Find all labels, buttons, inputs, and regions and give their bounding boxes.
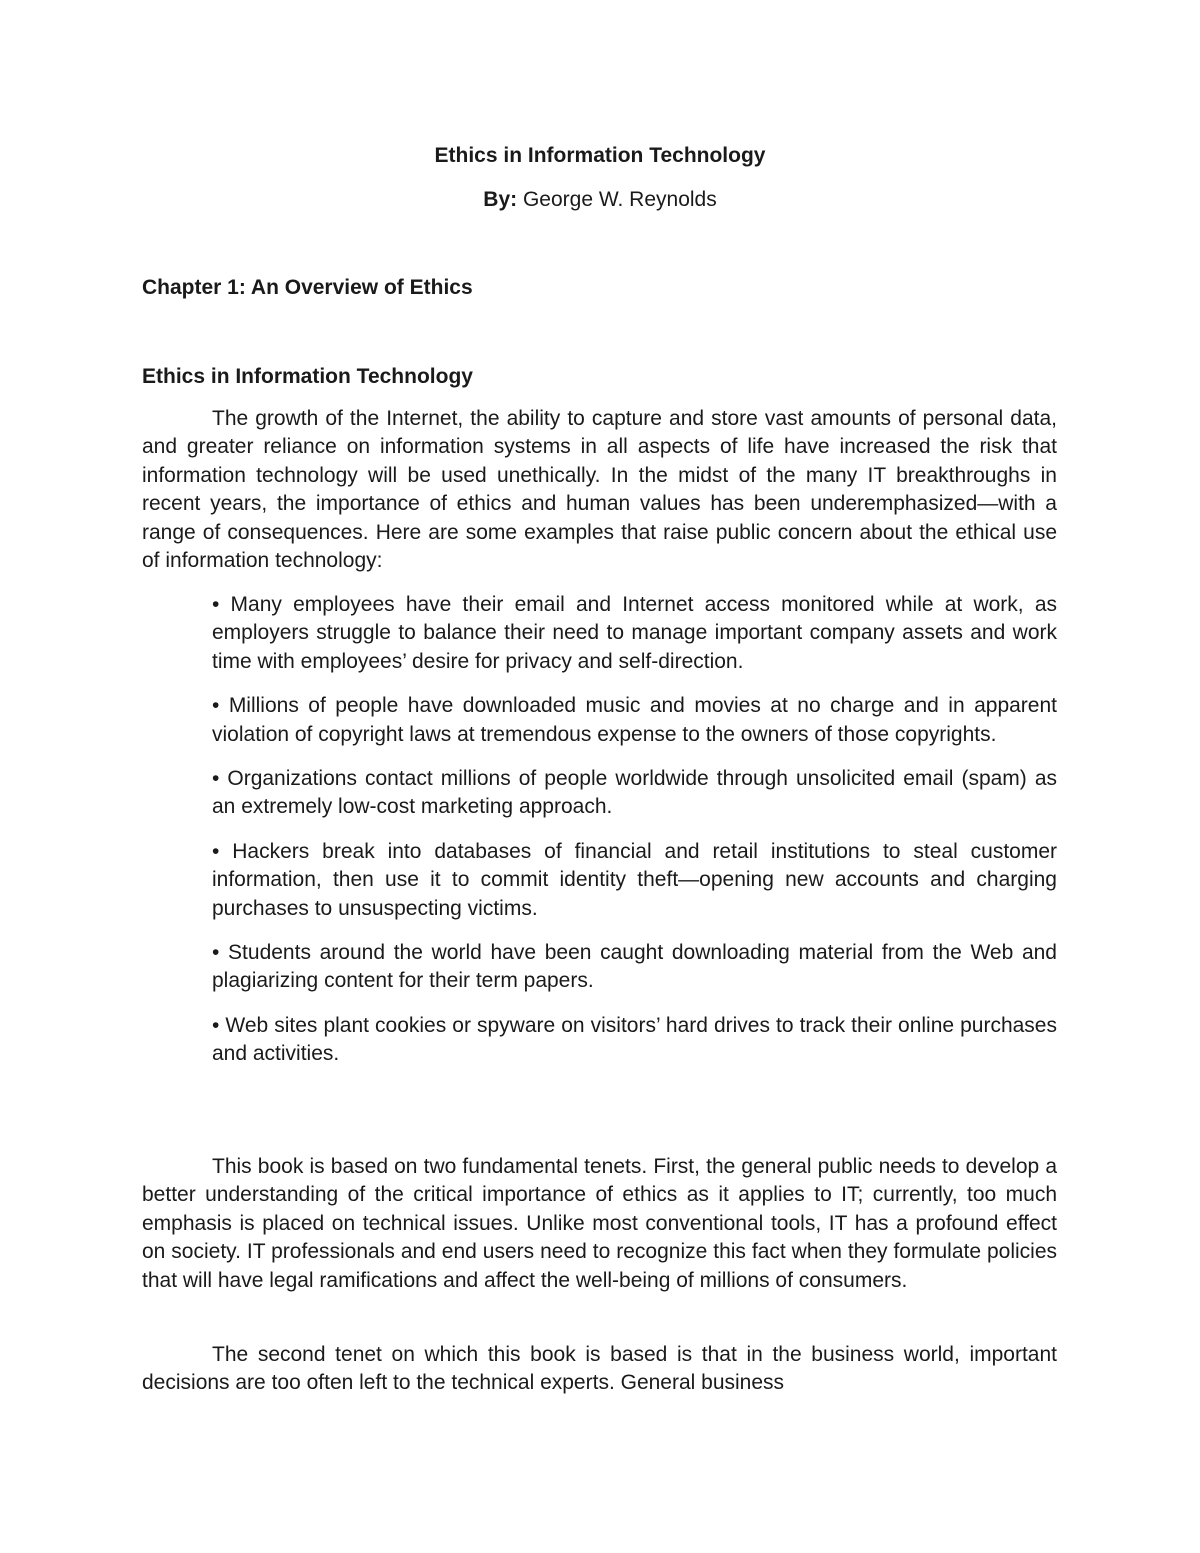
author-name: George W. Reynolds — [517, 188, 717, 211]
list-item: • Hackers break into databases of financial and retail institutions to steal customer information, then use it to commit identity theft—opening new accounts and charging purchases to unsuspecting victims. — [212, 839, 1057, 920]
list-item: • Web sites plant cookies or spyware on visitors’ hard drives to track their online purchases and activities. — [212, 1013, 1057, 1066]
list-item: • Many employees have their email and Internet access monitored while at work, as employers struggle to balance their need to manage important company assets and work time with employees’ desire for privacy and self-direction. — [212, 593, 1057, 673]
list-item: • Students around the world have been caught downloading material from the Web and plagiarizing content for their term papers. — [212, 941, 1057, 993]
byline-label: By: — [483, 188, 518, 211]
tenets-paragraph-1: This book is based on two fundamental tenets. First, the general public needs to develop a better understanding of the critical importance of ethics as it applies to IT; currently, too much emphasis is placed on technical issues. Unlike most conventional tools, IT has a profound effect on society. IT professionals and end users need to recognize this fact when they formulate policies that will have legal ramifications and affect the well-being of millions of consumers. — [142, 1155, 1057, 1292]
intro-paragraph: The growth of the Internet, the ability to capture and store vast amounts of personal data, and greater reliance on information systems in all aspects of life have increased the risk that information technology will be used unethically. In the midst of the many IT breakthroughs in recent years, the importance of ethics and human values has been underemphasized—with a range of consequences. Here are some examples that raise public concern about the ethical use of information technology: — [142, 407, 1057, 573]
document-title: Ethics in Information Technology — [434, 144, 766, 167]
list-item: • Organizations contact millions of people worldwide through unsolicited email (spam) as an extremely low-cost marketing approach. — [212, 767, 1057, 819]
list-item: • Millions of people have downloaded music and movies at no charge and in apparent violation of copyright laws at tremendous expense to the owners of those copyrights. — [212, 694, 1057, 746]
byline — [0, 187, 1200, 213]
examples-list — [212, 591, 1057, 1085]
section-heading: Ethics in Information Technology — [142, 365, 473, 388]
chapter-heading: Chapter 1: An Overview of Ethics — [142, 276, 473, 299]
tenets-paragraph-2: The second tenet on which this book is based is that in the business world, important decisions are too often left to the technical experts. General business — [142, 1343, 1057, 1395]
